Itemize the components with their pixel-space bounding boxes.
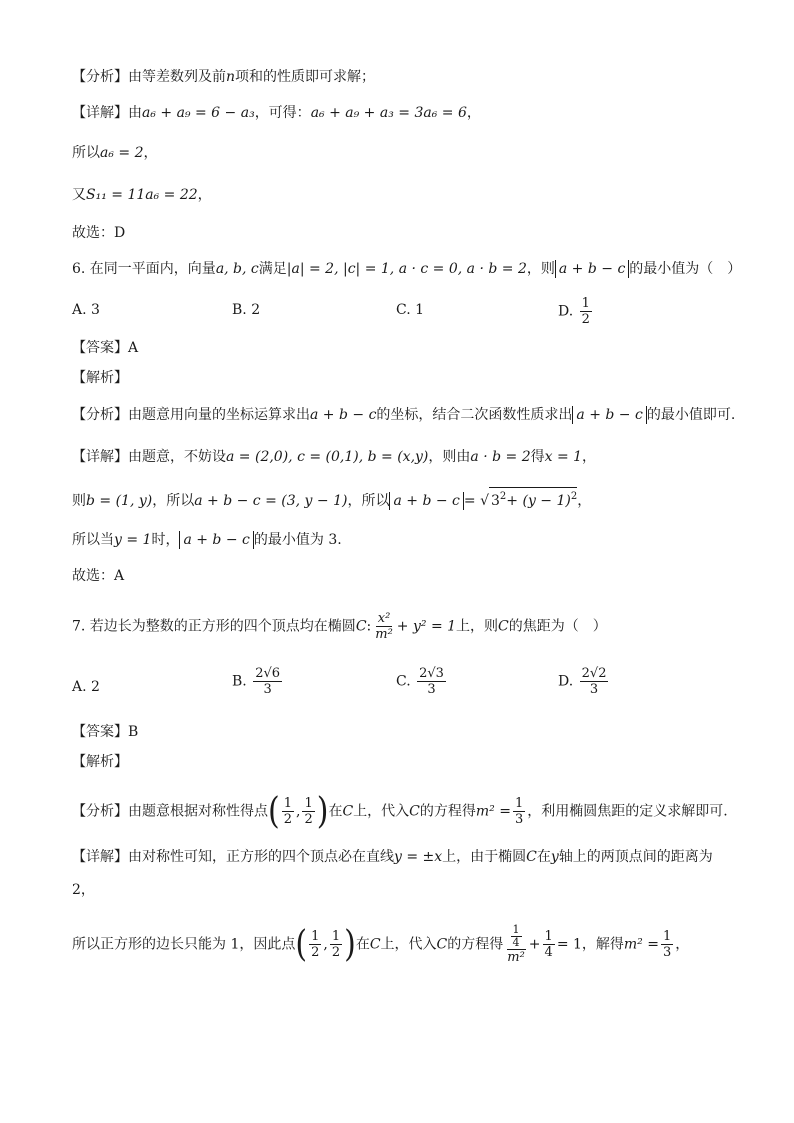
fraction — [661, 929, 673, 960]
denominator: 3 — [589, 682, 599, 697]
text: ，所以 — [347, 493, 390, 509]
text: 的最小值为 3. — [253, 532, 342, 548]
analysis-6 — [72, 405, 735, 425]
denominator: 4 — [512, 936, 520, 949]
var-y: y — [550, 849, 559, 865]
option-label: C. 1 — [396, 302, 425, 318]
fraction — [373, 611, 395, 642]
denominator: 3 — [427, 682, 436, 697]
expression: a + b − c — [310, 407, 377, 423]
text: 【解析】 — [72, 370, 128, 386]
abs-expression: a + b − c — [179, 531, 253, 549]
text: 6. 在同一平面内，向量 — [72, 261, 216, 277]
text: 的方程得 — [447, 936, 504, 953]
option-label: A. 3 — [72, 302, 100, 318]
text: ，可得： — [254, 105, 311, 121]
option-label: C. — [396, 673, 411, 690]
text: 由 — [128, 105, 142, 121]
answer-6 — [72, 338, 138, 358]
text: 故选：D — [72, 225, 126, 241]
var-C: C — [355, 618, 367, 635]
text: 的坐标，结合二次函数性质求出 — [376, 407, 573, 423]
option-d — [558, 296, 594, 327]
text: 在 — [328, 803, 343, 820]
text: 得 — [530, 449, 545, 465]
text: 项和的性质即可求解； — [235, 69, 376, 85]
text: 7. 若边长为整数的正方形的四个顶点均在椭圆 — [72, 618, 356, 635]
denominator: 2 — [581, 312, 590, 327]
denominator: 3 — [263, 682, 272, 697]
option-a — [72, 300, 100, 320]
analysis-7: 【分析】由题意根据对称性得点( $\frac{1}{2}$ , $\frac{1}{2}$ )在C上，代入C的方程得m² = $\frac{1}{3}$ ，利用椭圆焦距的定义求解即可. — [72, 789, 728, 832]
text: : — [366, 618, 372, 635]
vectors: a, b, c — [215, 261, 259, 277]
text: 则 — [72, 493, 86, 509]
text: 由题意根据对称性得点 — [128, 803, 268, 820]
detail-line-1 — [72, 103, 481, 123]
denominator: 3 — [514, 812, 524, 827]
sqrt-radicand — [489, 487, 577, 510]
text: 由等差数列及前 — [128, 69, 226, 85]
equation: a₆ = 2 — [100, 145, 144, 161]
equation: x = 1 — [544, 449, 583, 465]
numerator: 1 — [581, 296, 590, 311]
equation: a · b = 2 — [470, 449, 531, 465]
text: 在 — [355, 936, 370, 953]
var-C: C — [369, 936, 381, 953]
text: ， — [143, 145, 158, 161]
option-label: B. — [232, 673, 247, 690]
text: 由题意用向量的坐标运算求出 — [128, 407, 310, 423]
fraction — [511, 924, 522, 949]
text: 的最小值为（ ） — [629, 261, 742, 277]
numerator: 1 — [304, 796, 313, 811]
text: 满足 — [258, 261, 287, 277]
tag-detail: 【详解】 — [72, 849, 128, 865]
abs-expression: a + b − c — [572, 406, 646, 424]
text: ， — [577, 493, 592, 509]
var-C: C — [498, 618, 509, 635]
detail-6-line-1 — [72, 447, 596, 467]
condition: |a| = 2, |c| = 1, a · c = 0, a · b = 2 — [286, 261, 527, 277]
fraction — [302, 796, 314, 827]
fraction — [282, 796, 294, 827]
paren-close: ) — [344, 922, 356, 965]
abs-expression: a + b − c — [555, 260, 629, 278]
option-c — [396, 666, 448, 697]
detail-7-line-2 — [72, 880, 95, 900]
text: ，则 — [526, 261, 555, 277]
text: 【答案】A — [72, 340, 139, 356]
text: 【解析】 — [72, 754, 128, 770]
var-C: C — [526, 849, 537, 865]
numerator: 1 — [544, 929, 553, 944]
detail-7-line-1 — [72, 847, 713, 867]
denominator: 4 — [544, 945, 553, 960]
exponent: 2 — [570, 491, 578, 502]
analysis-header-6 — [72, 368, 128, 388]
option-label: B. 2 — [232, 302, 261, 318]
exponent: 2 — [499, 491, 507, 502]
fraction — [253, 666, 282, 697]
text: ，则由 — [428, 449, 471, 465]
fraction — [513, 796, 525, 827]
tag-analysis: 【分析】 — [72, 69, 128, 85]
numerator: 1 — [283, 796, 292, 811]
sqrt-sign: √ — [480, 493, 489, 509]
fraction — [580, 666, 609, 697]
var-n: n — [226, 69, 236, 85]
denominator: 2 — [283, 812, 292, 827]
fraction — [309, 929, 321, 960]
abs-expression: a + b − c — [389, 492, 463, 510]
detail-line-2 — [72, 143, 158, 163]
text: 又 — [72, 187, 86, 203]
text: 所以当 — [72, 532, 114, 548]
numerator: 1 — [514, 796, 524, 811]
equation: y = ±x — [394, 849, 443, 865]
var-C: C — [342, 803, 354, 820]
answer-choice-6 — [72, 566, 124, 586]
numerator: 2√3 — [419, 666, 444, 681]
text: 轴上的两顶点间的距离为 — [558, 849, 713, 865]
fraction — [543, 929, 555, 960]
text: 故选：A — [72, 568, 125, 584]
option-label: D. — [558, 303, 574, 320]
text: 由题意，不妨设 — [128, 449, 226, 465]
numerator: 1 — [662, 929, 672, 944]
denominator: 2 — [304, 812, 313, 827]
denominator: m² — [375, 627, 393, 642]
equation: = 1 — [556, 936, 582, 953]
equation: b = (1, y) — [86, 493, 153, 509]
numerator: 1 — [331, 929, 341, 944]
option-c — [396, 300, 424, 320]
answer-choice-line — [72, 223, 125, 243]
text: 时， — [151, 532, 180, 548]
numerator — [507, 924, 526, 950]
paren-open: ( — [268, 789, 280, 832]
detail-line-3 — [72, 185, 212, 205]
detail-6-line-3 — [72, 530, 342, 550]
option-b — [232, 300, 260, 320]
text: 上，由于椭圆 — [442, 849, 527, 865]
numerator: x² — [377, 611, 391, 626]
option-a — [72, 677, 100, 697]
analysis-line-1 — [72, 67, 375, 87]
equation: a₆ + a₉ + a₃ = 3a₆ = 6 — [310, 105, 467, 121]
compound-fraction — [505, 924, 527, 965]
equation: a₆ + a₉ = 6 − a₃ — [142, 105, 255, 121]
detail-6-line-2 — [72, 487, 591, 511]
text: 上，代入 — [353, 803, 410, 820]
equation: m² = — [623, 936, 659, 953]
denominator: 3 — [662, 945, 672, 960]
equals: = — [463, 493, 481, 509]
tag-analysis: 【分析】 — [72, 407, 128, 423]
text: 由对称性可知，正方形的四个顶点必在直线 — [128, 849, 394, 865]
text: ， — [197, 187, 212, 203]
equation: + y² = 1 — [396, 618, 457, 635]
numerator: 1 — [311, 929, 320, 944]
fraction — [580, 296, 592, 327]
text: 所以正方形的边长只能为 1，因此点 — [72, 936, 296, 953]
option-label: D. — [558, 673, 574, 690]
fraction — [330, 929, 342, 960]
text: ，利用椭圆焦距的定义求解即可. — [527, 803, 728, 820]
var-C: C — [409, 803, 420, 820]
text: 上，则 — [456, 618, 499, 635]
paren-close: ) — [316, 789, 329, 832]
paren-open: ( — [295, 922, 308, 965]
fraction — [417, 666, 446, 697]
option-b — [232, 666, 284, 697]
text: 2， — [72, 882, 95, 898]
tag-detail: 【详解】 — [72, 105, 128, 121]
text: 所以 — [72, 145, 100, 161]
denominator: 2 — [331, 945, 341, 960]
text: ， — [466, 105, 481, 121]
option-d — [558, 666, 610, 697]
numerator: 2√2 — [581, 666, 607, 681]
text: 上，代入 — [380, 936, 437, 953]
option-label: A. 2 — [72, 679, 100, 695]
equation: a = (2,0), c = (0,1), b = (x,y) — [226, 449, 429, 465]
term: 3 — [491, 493, 500, 509]
answer-7 — [72, 722, 138, 742]
question-7-stem — [72, 611, 607, 642]
equation: S₁₁ = 11a₆ = 22 — [86, 187, 198, 203]
term: + (y − 1) — [506, 493, 571, 509]
denominator: m² — [507, 950, 525, 965]
denominator: 2 — [311, 945, 320, 960]
text: 在 — [536, 849, 551, 865]
plus: + — [528, 936, 541, 953]
text: ，解得 — [581, 936, 624, 953]
text: 的焦距为（ ） — [508, 618, 607, 635]
detail-7-line-3: 所以正方形的边长只能为 1，因此点( $\frac{1}{2}$ , $\frac{1}{2}$ )在C上，代入C的方程得 $\frac{\frac{1}{4}}{\text{m²}}$ + $\frac{1}{4}$ = 1，解得m² = $\frac{1}{3}$ ， — [72, 922, 690, 965]
equation: y = 1 — [114, 532, 152, 548]
text: 的方程得 — [419, 803, 476, 820]
var-C: C — [436, 936, 448, 953]
numerator: 2√6 — [255, 666, 281, 681]
analysis-header-7 — [72, 752, 128, 772]
tag-analysis: 【分析】 — [72, 803, 128, 820]
numerator: 1 — [512, 923, 520, 936]
text: 的最小值即可. — [646, 407, 736, 423]
text: ， — [582, 449, 597, 465]
equation: a + b − c = (3, y − 1) — [194, 493, 348, 509]
question-6-stem — [72, 259, 741, 279]
text: ， — [675, 936, 690, 953]
equation: m² = — [475, 803, 511, 820]
text: ，所以 — [152, 493, 195, 509]
tag-detail: 【详解】 — [72, 449, 128, 465]
text: 【答案】B — [72, 724, 139, 740]
